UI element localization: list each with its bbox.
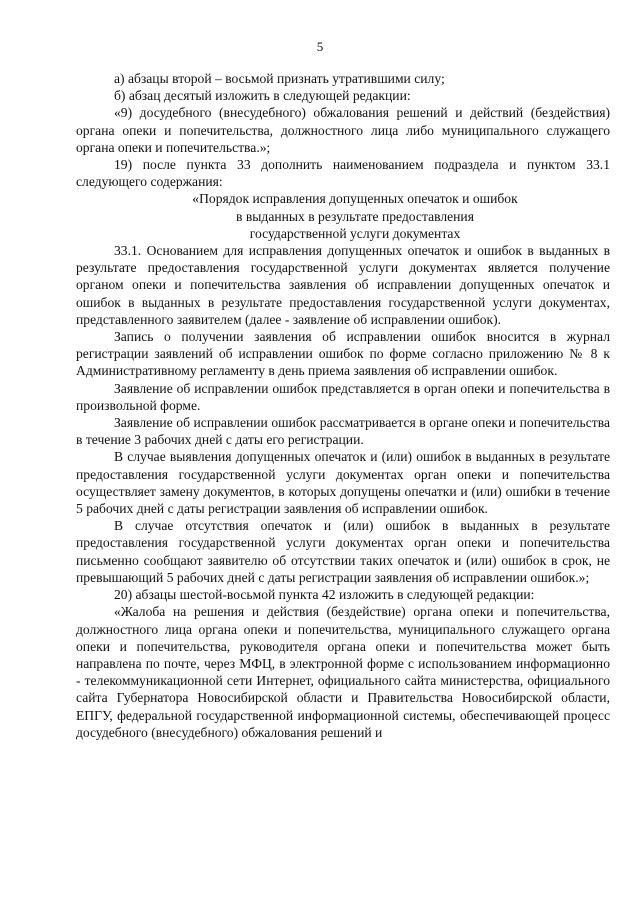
paragraph-free-form: Заявление об исправлении ошибок представляется в орган опеки и попечительства в произвольной форме. [76,380,610,413]
paragraph-replacement: В случае выявления допущенных опечаток и (или) ошибок в выданных в результате предоставления государственной услуги документах орган опеки и попечительства осуществляет замену документов, в которых допущены опечатки и (или) ошибки в течение 5 рабочих дней с даты регистрации заявления об исправлении ошибок. [76,449,610,517]
subsection-heading [76,190,610,242]
paragraph-item-20: 20) абзацы шестой-восьмой пункта 42 изложить в следующей редакции: [114,587,535,603]
heading-line: государственной услуги документах [249,225,461,241]
paragraph-complaint: «Жалоба на решения и действия (бездействие) органа опеки и попечительства, должностного лица органа опеки и попечительства, муниципального служащего органа опеки и попечительства, руководителя органа опеки и попечительства может быть направлена по почте, через МФЦ, в электронной форме с использованием информационно - телекоммуникационной сети Интернет, официального сайта министерства, официального сайта Губернатора Новосибирской области и Правительства Новосибирской области, ЕПГУ, федеральной государственной информационной системы, обеспечивающей процесс досудебного (внесудебного) обжалования решений и [76,604,610,740]
heading-line: «Порядок исправления допущенных опечаток и ошибок [192,191,518,207]
paragraph-item-b: б) абзац десятый изложить в следующей редакции: [114,88,411,104]
heading-line: в выданных в результате предоставления [236,208,474,224]
paragraph-no-errors: В случае отсутствия опечаток и (или) ошибок в выданных в результате предоставления государственной услуги документах орган опеки и попечительства письменно сообщают заявителю об отсутствии таких опечаток и (или) ошибок в срок, не превышающий 5 рабочих дней с даты регистрации заявления об исправлении ошибок.»; [76,518,610,585]
document-body [76,70,610,741]
paragraph-quoted-item-9: «9) досудебного (внесудебного) обжалования решений и действий (бездействия) органа опеки и попечительства, должностного лица либо муниципального служащего органа опеки и попечительства.»; [76,105,610,155]
paragraph-clause-33-1: 33.1. Основанием для исправления допущенных опечаток и ошибок в выданных в результате предоставления государственной услуги документах является получение органом опеки и попечительства заявления об исправлении допущенных опечаток и ошибок в выданных в результате предоставления государственной услуги документах, представленного заявителем (далее - заявление об исправлении ошибок). [76,243,610,327]
page-number: 5 [316,39,324,54]
paragraph-item-19: 19) после пункта 33 дополнить наименованием подраздела и пунктом 33.1 следующего содержания: [76,157,610,190]
paragraph-item-a: а) абзацы второй – восьмой признать утратившими силу; [114,71,445,86]
paragraph-journal-record: Запись о получении заявления об исправлении ошибок вносится в журнал регистрации заявлений об исправлении ошибок по форме согласно приложению № 8 к Административному регламенту в день приема заявления об исправлении ошибок. [76,329,610,379]
paragraph-review-period: Заявление об исправлении ошибок рассматривается в органе опеки и попечительства в течение 3 рабочих дней с даты его регистрации. [76,415,610,448]
